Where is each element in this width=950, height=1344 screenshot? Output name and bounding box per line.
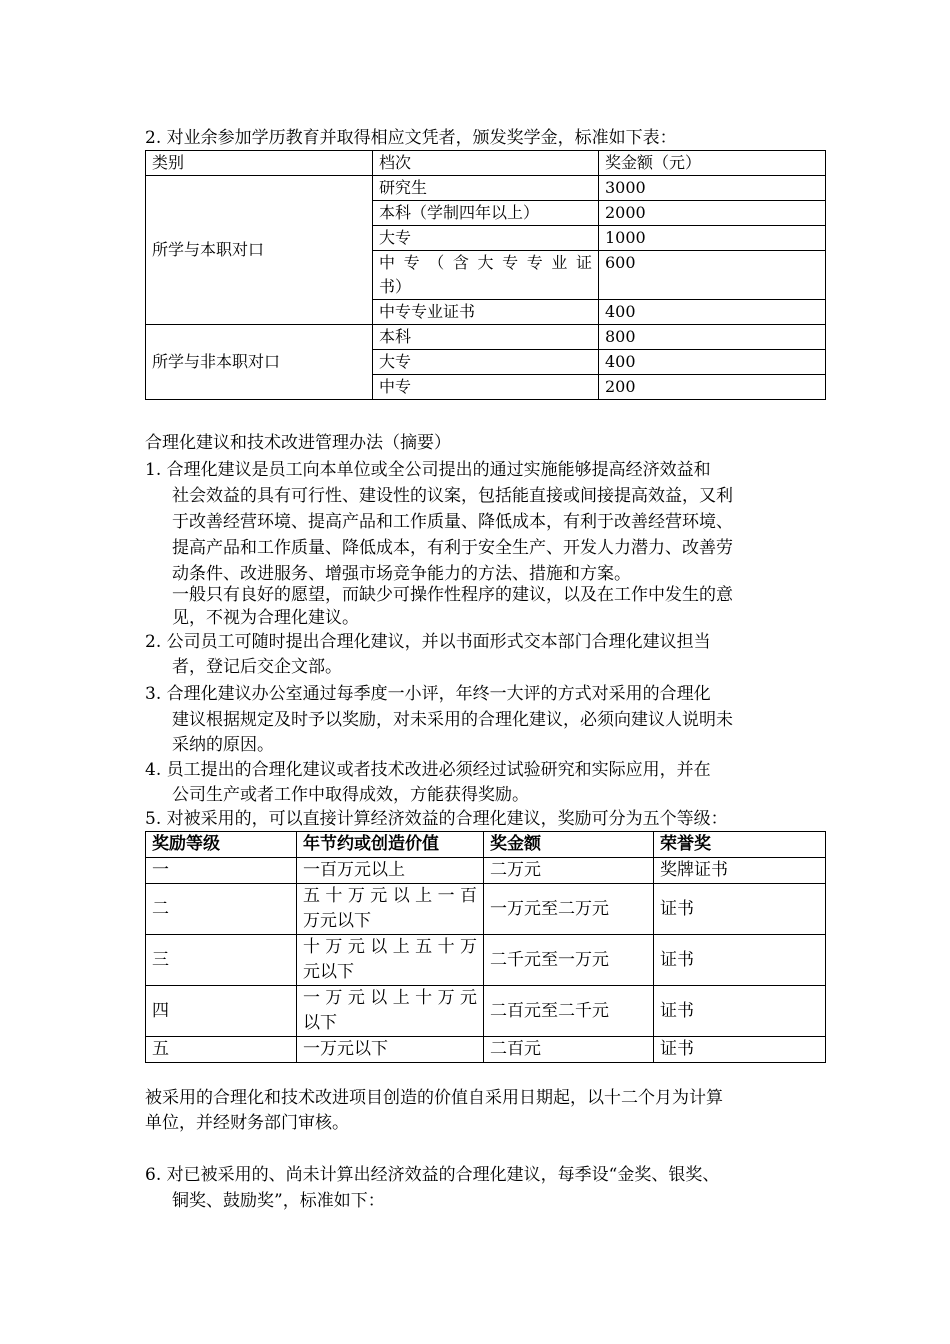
note-line: 单位，并经财务部门审核。: [145, 1113, 349, 1133]
bonus-cell: 二百元至二千元: [484, 986, 654, 1037]
header-grade: 奖励等级: [146, 832, 297, 858]
item3-line: 建议根据规定及时予以奖励，对未采用的合理化建议，必须向建议人说明未: [172, 710, 733, 730]
level-cell: 中专: [373, 375, 599, 400]
value-line-1: 五十万元以上一百: [303, 886, 477, 906]
award-grade-table: [145, 831, 826, 1063]
bonus-cell: 二千元至一万元: [484, 935, 654, 986]
bonus-cell: 二百元: [484, 1037, 654, 1063]
table-row: [146, 325, 826, 350]
value-cell: [297, 884, 484, 935]
value-cell: [297, 935, 484, 986]
amount-cell: 400: [599, 300, 826, 325]
level-cell: 大专: [373, 226, 599, 251]
level-cell: 大专: [373, 350, 599, 375]
item1-line: 一般只有良好的愿望，而缺少可操作性程序的建议，以及在工作中发生的意: [172, 585, 733, 605]
table-row: [146, 935, 826, 986]
header-value: 年节约或创造价值: [297, 832, 484, 858]
section-title: 合理化建议和技术改进管理办法（摘要）: [145, 433, 451, 453]
value-line-2: 以下: [303, 1013, 337, 1033]
value-line-2: 元以下: [303, 962, 354, 982]
level-cell: 本科（学制四年以上）: [373, 201, 599, 226]
item1-line: 提高产品和工作质量、降低成本，有利于安全生产、开发人力潜力、改善劳: [172, 538, 733, 558]
table-header-row: [146, 151, 826, 176]
table-header-row: [146, 832, 826, 858]
item4-line: 4. 员工提出的合理化建议或者技术改进必须经过试验研究和实际应用，并在: [145, 760, 711, 780]
grade-cell: 一: [146, 858, 297, 884]
honor-cell: 证书: [654, 1037, 826, 1063]
amount-cell: 800: [599, 325, 826, 350]
value-line-1: 十万元以上五十万: [303, 937, 477, 957]
level-cell: 中专专业证书: [373, 300, 599, 325]
section2-intro: 2. 对业余参加学历教育并取得相应文凭者，颁发奖学金，标准如下表：: [145, 128, 677, 148]
item1-line: 见，不视为合理化建议。: [172, 608, 359, 628]
grade-cell: 五: [146, 1037, 297, 1063]
group-label-unrelated: 所学与非本职对口: [146, 325, 373, 400]
level-line-2: 书）: [379, 277, 412, 296]
amount-cell: 3000: [599, 176, 826, 201]
note-line: 被采用的合理化和技术改进项目创造的价值自采用日期起，以十二个月为计算: [145, 1088, 723, 1108]
amount-cell: 600: [599, 251, 826, 300]
table-row: [146, 176, 826, 201]
honor-cell: 证书: [654, 884, 826, 935]
item6-line: 铜奖、鼓励奖”，标准如下：: [172, 1191, 385, 1211]
item4-line: 公司生产或者工作中取得成效，方能获得奖励。: [172, 785, 529, 805]
item1-line: 动条件、改进服务、增强市场竞争能力的方法、措施和方案。: [172, 564, 631, 584]
amount-cell: 2000: [599, 201, 826, 226]
honor-cell: 证书: [654, 935, 826, 986]
item1-line: 于改善经营环境、提高产品和工作质量、降低成本，有利于改善经营环境、: [172, 512, 733, 532]
value-line-2: 万元以下: [303, 911, 371, 931]
item3-line: 采纳的原因。: [172, 735, 274, 755]
bonus-cell: 二万元: [484, 858, 654, 884]
value-cell: 一万元以下: [297, 1037, 484, 1063]
header-honor: 荣誉奖: [654, 832, 826, 858]
amount-cell: 200: [599, 375, 826, 400]
honor-cell: 奖牌证书: [654, 858, 826, 884]
bonus-cell: 一万元至二万元: [484, 884, 654, 935]
grade-cell: 四: [146, 986, 297, 1037]
header-category: 类别: [146, 151, 373, 176]
level-cell: 本科: [373, 325, 599, 350]
grade-cell: 二: [146, 884, 297, 935]
value-cell: 一百万元以上: [297, 858, 484, 884]
item2-line: 2. 公司员工可随时提出合理化建议，并以书面形式交本部门合理化建议担当: [145, 632, 711, 652]
value-cell: [297, 986, 484, 1037]
table-row: [146, 986, 826, 1037]
item5-line: 5. 对被采用的，可以直接计算经济效益的合理化建议，奖励可分为五个等级：: [145, 809, 728, 829]
table-row: [146, 884, 826, 935]
item6-line: 6. 对已被采用的、尚未计算出经济效益的合理化建议，每季设“金奖、银奖、: [145, 1165, 720, 1185]
amount-cell: 400: [599, 350, 826, 375]
level-cell: 研究生: [373, 176, 599, 201]
grade-cell: 三: [146, 935, 297, 986]
table-row: [146, 1037, 826, 1063]
header-bonus: 奖金额: [484, 832, 654, 858]
item2-line: 者，登记后交企文部。: [172, 657, 342, 677]
honor-cell: 证书: [654, 986, 826, 1037]
level-line-1: 中 专 （ 含 大 专 专 业 证: [379, 253, 592, 272]
item3-line: 3. 合理化建议办公室通过每季度一小评，年终一大评的方式对采用的合理化: [145, 684, 711, 704]
value-line-1: 一万元以上十万元: [303, 988, 477, 1008]
item1-line: 社会效益的具有可行性、建设性的议案，包括能直接或间接提高效益，又利: [172, 486, 733, 506]
header-level: 档次: [373, 151, 599, 176]
amount-cell: 1000: [599, 226, 826, 251]
level-cell: [373, 251, 599, 300]
scholarship-table: [145, 150, 826, 400]
group-label-related: 所学与本职对口: [146, 176, 373, 325]
table-row: [146, 858, 826, 884]
item1-line: 1. 合理化建议是员工向本单位或全公司提出的通过实施能够提高经济效益和: [145, 460, 711, 480]
header-amount: 奖金额（元）: [599, 151, 826, 176]
